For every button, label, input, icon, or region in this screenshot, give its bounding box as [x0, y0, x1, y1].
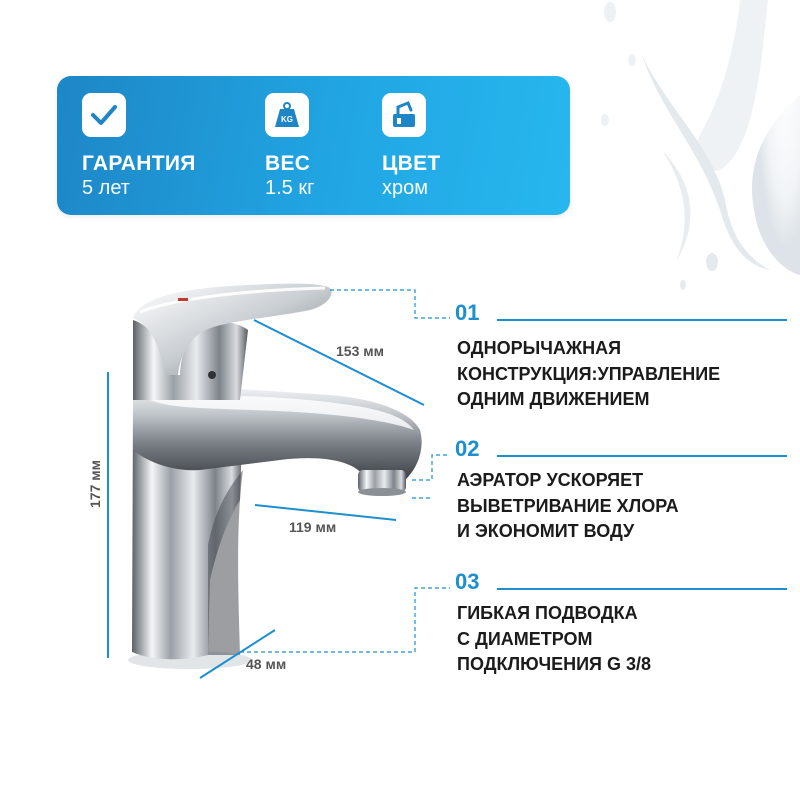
dimension-lever: 153 мм	[336, 343, 384, 359]
feature-divider	[497, 588, 787, 590]
feature-number: 03	[455, 569, 480, 594]
spec-title: ЦВЕТ	[382, 152, 441, 175]
weight-icon-text: KG	[281, 115, 293, 124]
feature-02	[455, 436, 775, 541]
feature-text: АЭРАТОР УСКОРЯЕТ ВЫВЕТРИВАНИЕ ХЛОРА И ЭКОНОМИТ ВОДУ	[457, 470, 679, 541]
feature-01	[455, 300, 775, 409]
feature-text: ГИБКАЯ ПОДВОДКА С ДИАМЕТРОМ ПОДКЛЮЧЕНИЯ G 3/8	[457, 603, 652, 674]
spec-value: хром	[382, 177, 428, 199]
spec-value: 1.5 кг	[265, 177, 315, 199]
feature-number: 01	[455, 300, 480, 325]
feature-text: ОДНОРЫЧАЖНАЯ КОНСТРУКЦИЯ:УПРАВЛЕНИЕ ОДНИМ ДВИЖЕНИЕМ	[457, 338, 721, 409]
spec-title: ГАРАНТИЯ	[82, 152, 196, 175]
feature-divider	[497, 455, 787, 457]
feature-number: 02	[455, 436, 480, 461]
dimension-height: 177 мм	[87, 460, 103, 508]
dimension-spout: 119 мм	[289, 519, 337, 535]
feature-03	[455, 569, 775, 674]
feature-divider	[497, 319, 787, 321]
dimension-base: 48 мм	[246, 656, 287, 672]
spec-value: 5 лет	[82, 177, 130, 199]
spec-title: ВЕС	[265, 152, 311, 175]
